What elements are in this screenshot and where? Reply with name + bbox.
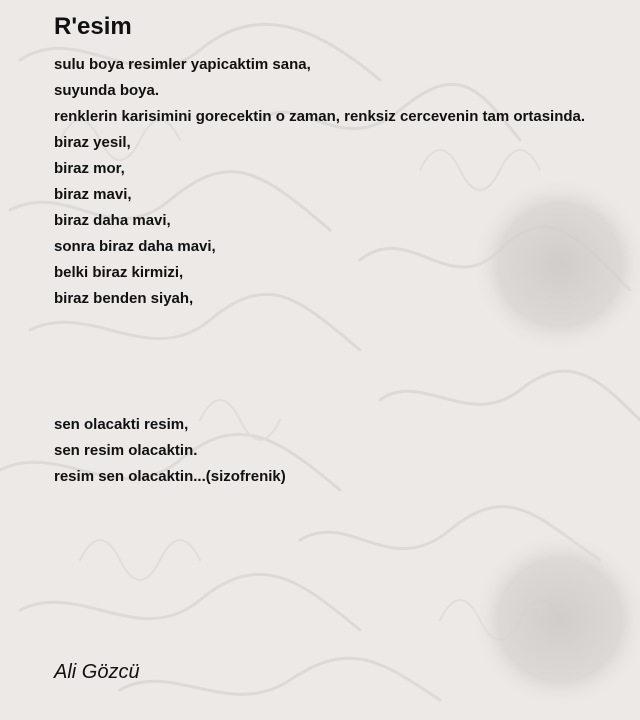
poem-line: renklerin karisimini gorecektin o zaman, renksiz cercevenin tam ortasinda. [54,108,586,125]
poem-line: biraz mavi, [54,186,132,203]
poem-title: R'esim [54,13,132,40]
poem-line: biraz yesil, [54,134,131,151]
poem-line: biraz daha mavi, [54,212,171,229]
poem-line: resim sen olacaktin...(sizofrenik) [54,468,286,485]
poem-line: biraz mor, [54,160,125,177]
poem-line: sen resim olacaktin. [54,442,198,459]
poem-author: Ali Gözcü [54,661,140,683]
poem-line: sen olacakti resim, [54,416,189,433]
poem-line: suyunda boya. [54,82,160,99]
poem-line: sulu boya resimler yapicaktim sana, [54,56,311,73]
stanza-2 [54,412,286,490]
poem-line: belki biraz kirmizi, [54,264,184,281]
stanza-1 [54,52,585,312]
poem-line: sonra biraz daha mavi, [54,238,216,255]
poem-line: biraz benden siyah, [54,290,194,307]
